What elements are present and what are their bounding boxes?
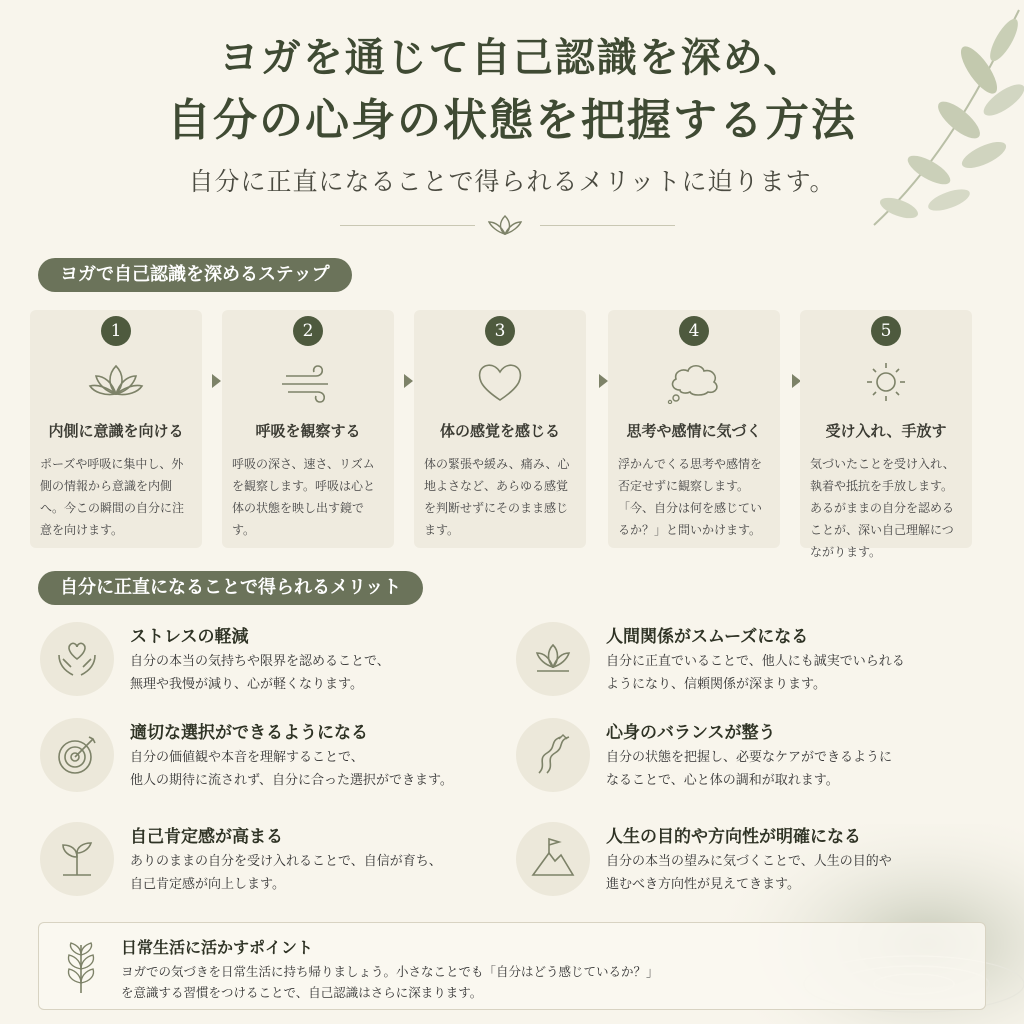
benefit-description: 自分の本当の気持ちや限界を認めることで、 無理や我慢が減り、心が軽くなります。 [130,654,390,692]
divider-left [340,225,475,226]
daily-tip-box [38,922,986,1010]
leaf-icon [61,939,101,995]
step-card-1 [30,310,202,548]
benefits-section-label: 自分に正直になることで得られるメリット [38,571,423,605]
page-title [0,28,1024,154]
thought-cloud-icon [664,360,724,404]
mountain-flag-icon [529,835,577,883]
step-arrow [599,374,608,388]
step-description: 体の緊張や緩み、痛み、心地よさなど、あらゆる感覚を判断せずにそのまま感じます。 [424,457,570,537]
step-title: 呼吸を観察する [255,422,361,440]
benefit-title: 心身のバランスが整う [606,723,776,743]
step-title: 受け入れ、手放す [825,422,947,440]
benefit-title: 適切な選択ができるようになる [130,723,368,743]
step-title: 体の感覚を感じる [439,422,560,440]
benefit-title: 人間関係がスムーズになる [606,627,809,647]
benefit-title: ストレスの軽減 [130,627,249,647]
benefit-item [40,622,510,702]
heart-icon [470,360,530,404]
step-number: 1 [101,316,131,346]
sprout-icon [53,835,101,883]
step-number: 3 [485,316,515,346]
step-card-4 [608,310,780,548]
benefit-item [516,622,986,702]
benefit-item [516,822,986,902]
page-subtitle: 自分に正直になることで得られるメリットに迫ります。 [188,167,836,196]
benefit-item [516,718,986,798]
benefit-title: 自己肯定感が高まる [130,827,283,847]
tip-title: 日常生活に活かすポイント [121,938,314,957]
benefit-description: 自分の価値観や本音を理解することで、 他人の期待に流されず、自分に合った選択ができます。 [130,750,453,788]
steps-section-label: ヨガで自己認識を深めるステップ [38,258,352,292]
step-number: 5 [871,316,901,346]
path-icon [529,731,577,779]
step-title: 思考や感情に気づく [626,422,762,440]
lotus-icon [86,360,146,404]
benefit-item [40,822,510,902]
benefit-description: 自分に正直でいることで、他人にも誠実でいられる ようになり、信頼関係が深まります。 [606,654,905,692]
lotus-icon [485,212,525,238]
step-title: 内側に意識を向ける [48,422,184,440]
tip-description: ヨガでの気づきを日常生活に持ち帰りましょう。小さなことでも「自分はどう感じているか？」を意識する習慣をつけることで、自己認識はさらに深まります。 [121,964,659,1000]
target-icon [53,731,101,779]
title-line-1: ヨガを通じて自己認識を深め、 [218,34,806,81]
heart-hands-icon [53,635,101,683]
step-card-5 [800,310,972,559]
step-card-2 [222,310,394,548]
step-number: 2 [293,316,323,346]
sun-icon [856,360,916,404]
step-description: 気づいたことを受け入れ、執着や抵抗を手放します。あるがままの自分を認めることが、深い自己理解につながります。 [810,457,955,559]
benefit-item [40,718,510,798]
benefit-description: 自分の本当の望みに気づくことで、人生の目的や 進むべき方向性が見えてきます。 [606,854,892,892]
step-arrow [404,374,413,388]
wind-icon [278,360,338,404]
step-arrow [212,374,221,388]
benefit-description: ありのままの自分を受け入れることで、自信が育ち、 自己肯定感が向上します。 [130,854,442,892]
step-description: 呼吸の深さ、速さ、リズムを観察します。呼吸は心と体の状態を映し出す鏡です。 [232,457,376,537]
step-description: 浮かんでくる思考や感情を否定せずに観察します。「今、自分は何を感じているか？」と問いかけます。 [618,457,763,537]
title-line-2: 自分の心身の状態を把握する方法 [167,95,857,146]
benefit-title: 人生の目的や方向性が明確になる [606,827,861,847]
lotus-icon [529,635,577,683]
divider-right [540,225,675,226]
step-card-3 [414,310,586,548]
step-description: ポーズや呼吸に集中し、外側の情報から意識を内側へ。今この瞬間の自分に注意を向けます。 [40,457,185,537]
step-number: 4 [679,316,709,346]
benefit-description: 自分の状態を把握し、必要なケアができるように なることで、心と体の調和が取れます。 [606,750,893,788]
